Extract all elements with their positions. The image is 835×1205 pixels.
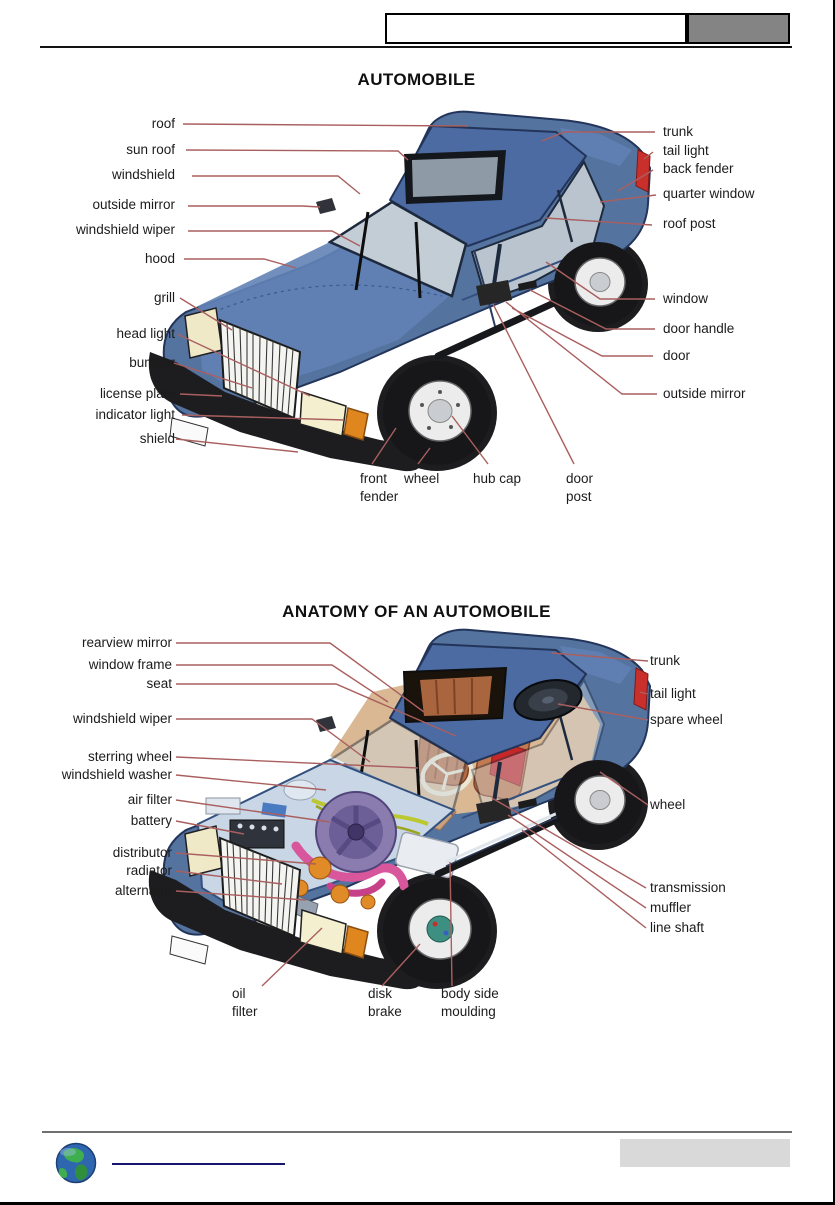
label-air-filter: air filter [127, 792, 172, 807]
battery [230, 820, 284, 848]
label-sun-roof: sun roof [126, 142, 175, 157]
label-radiator: radiator [126, 863, 172, 878]
car-exterior-illustration [149, 112, 650, 471]
label-tail-light: tail light [663, 143, 709, 158]
label-sterring-wheel: sterring wheel [87, 749, 172, 764]
tail-light2 [634, 668, 648, 710]
label-door: door [663, 348, 691, 363]
label-line: moulding [441, 1004, 496, 1019]
label-oil-filter [232, 985, 258, 1021]
label-windshield-wiper-2: windshield wiper [72, 711, 172, 726]
label-windshield-washer: windshield washer [61, 767, 172, 782]
label-door-post [566, 470, 593, 506]
label-roof-post: roof post [663, 216, 716, 231]
label-line: disk [368, 986, 393, 1001]
rear-wheel [554, 242, 642, 326]
label-line-shaft: line shaft [650, 920, 705, 935]
label-trunk-2: trunk [650, 653, 681, 668]
diagram2-title: ANATOMY OF AN AUTOMOBILE [282, 602, 551, 621]
label-shield: shield [139, 431, 175, 446]
label-windshield: windshield [111, 167, 175, 182]
label-battery: battery [130, 813, 172, 828]
label-alternator: alternator [114, 883, 172, 898]
diagram1-title: AUTOMOBILE [357, 70, 476, 89]
label-license-plate: license plate [99, 386, 175, 401]
label-line: brake [368, 1004, 402, 1019]
label-tail-light-2: tail light [650, 686, 696, 701]
label-line: post [566, 489, 592, 504]
label-back-fender: back fender [663, 161, 734, 176]
label-line: body side [441, 986, 499, 1001]
label-wheel-2: wheel [650, 797, 686, 812]
label-windshield-wiper: windshield wiper [75, 222, 175, 237]
label-wheel: wheel [404, 471, 440, 486]
label-line: oil [232, 986, 246, 1001]
label-line: door [566, 471, 594, 486]
label-hood: hood [144, 251, 175, 266]
label-muffler: muffler [650, 900, 692, 915]
label-window-frame: window frame [88, 657, 172, 672]
label-front-fender [360, 470, 398, 506]
label-outside-mirror-left: outside mirror [92, 197, 175, 212]
label-transmission: transmission [650, 880, 726, 895]
label-disk-brake [368, 985, 402, 1021]
label-window: window [663, 291, 709, 306]
head-light [185, 308, 222, 358]
label-roof: roof [151, 116, 175, 131]
label-outside-mirror-right: outside mirror [663, 386, 746, 401]
label-door-handle: door handle [663, 321, 735, 336]
label-head-light: head light [116, 326, 175, 341]
front-wheel [383, 361, 491, 465]
footer-rule [42, 1131, 792, 1133]
label-rearview-mirror: rearview mirror [81, 635, 172, 650]
globe-icon [57, 1144, 96, 1183]
footer-gray-box [620, 1139, 790, 1167]
label-quarter-window: quarter window [663, 186, 755, 201]
washer-tank [284, 780, 316, 800]
label-indicator-light: indicator light [95, 407, 175, 422]
indicator-light [344, 408, 368, 440]
label-spare-wheel: spare wheel [650, 712, 723, 727]
label-grill: grill [153, 290, 175, 305]
label-bumper: bumper [129, 355, 175, 370]
left-mirror [316, 198, 336, 214]
label-distributor: distributor [112, 845, 172, 860]
disk-brake [427, 916, 453, 942]
label-trunk: trunk [663, 124, 694, 139]
label-seat: seat [146, 676, 172, 691]
rear-wheel2 [554, 760, 642, 844]
label-line: filter [232, 1004, 258, 1019]
label-line: fender [360, 489, 399, 504]
label-hub-cap: hub cap [473, 471, 522, 486]
label-line: front [360, 471, 388, 486]
label-body-side-moulding [441, 985, 499, 1021]
footer-link-underline[interactable] [112, 1163, 285, 1165]
